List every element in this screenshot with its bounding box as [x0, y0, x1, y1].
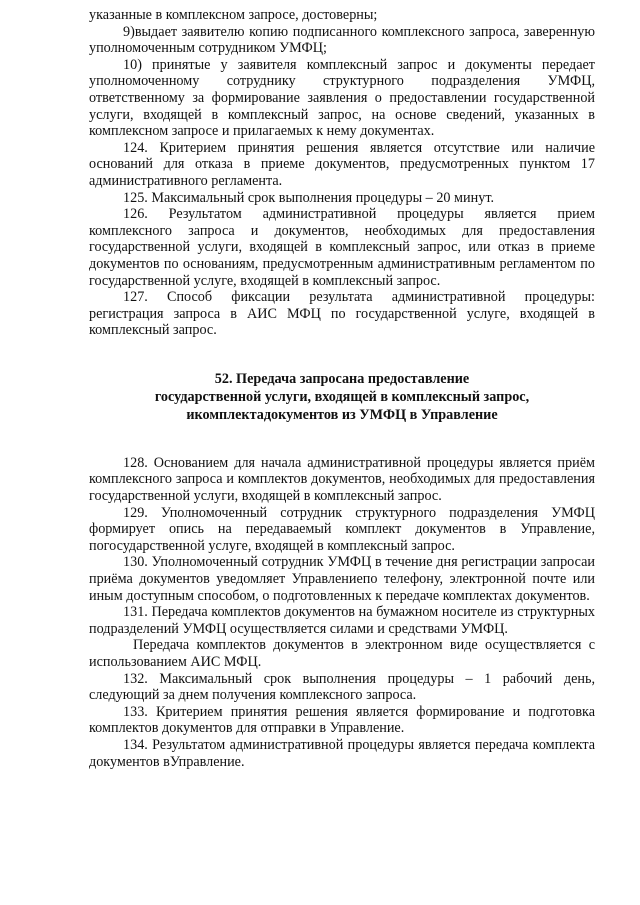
paragraph: 125. Максимальный срок выполнения процедуры – 20 минут.: [123, 189, 494, 206]
paragraph: 127. Способ фиксации результата административной процедуры: регистрация запроса в АИС МФЦ по государственной услуге, входящей в комплексный запрос.: [89, 289, 595, 339]
paragraph: 9)выдает заявителю копию подписанного комплексного запроса, заверенную уполномоченным сотрудником УМФЦ;: [89, 23, 595, 57]
paragraph: 130. Уполномоченный сотрудник УМФЦ в течение дня регистрации запросаи приёма документов уведомляет Управлениепо телефону, электронной почте или иным доступным способом, о подготовленных к передаче комплектах документов.: [89, 554, 595, 604]
paragraph: 129. Уполномоченный сотрудник структурного подразделения УМФЦ формирует опись на передаваемый комплект документов в Управление, погосударственной услуге, входящей в комплексный запрос.: [89, 504, 595, 554]
section-heading: [89, 370, 595, 424]
heading-line: 52. Передача запросана предоставление: [214, 370, 470, 387]
paragraph: 128. Основанием для начала административной процедуры является приём комплексного запроса и комплектов документов, необходимых для предоставления государственной услуги, входящей в комплексный запрос.: [89, 454, 595, 505]
paragraph: указанные в комплексном запросе, достоверны;: [89, 7, 378, 23]
paragraph: 131. Передача комплектов документов на бумажном носителе из структурных подразделений УМФЦ осуществляется силами и средствами УМФЦ.: [89, 604, 595, 637]
paragraph: Передача комплектов документов в электронном виде осуществляется с использованием АИС МФЦ.: [89, 637, 595, 670]
document-page: [89, 7, 595, 770]
heading-line: государственной услуги, входящей в комплексный запрос,: [154, 388, 530, 405]
paragraph: 124. Критерием принятия решения является отсутствие или наличие оснований для отказа в приеме документов, предусмотренных пунктом 17 административного регламента.: [89, 139, 595, 189]
paragraph: 126. Результатом административной процедуры является прием комплексного запроса и документов, необходимых для предоставления государственной услуги, входящей в комплексный запрос, или отказ в приеме документов по основаниям, предусмотренным административным регламентом по государственной услуге, входящей в комплексный запрос.: [89, 206, 595, 289]
paragraph: 10) принятые у заявителя комплексный запрос и документы передает уполномоченному сотруднику структурного подразделения УМФЦ, ответственному за формирование заявления о предоставлении государственной услуги, входящей в комплексный запрос, на основе сведений, указанных в комплексном запросе и прилагаемых к нему документах.: [89, 56, 595, 140]
paragraph: 132. Максимальный срок выполнения процедуры – 1 рабочий день, следующий за днем получения комплексного запроса.: [89, 670, 595, 704]
heading-line: икомплектадокументов из УМФЦ в Управление: [186, 406, 498, 423]
paragraph: 133. Критерием принятия решения является формирование и подготовка комплектов документов для отправки в Управление.: [89, 703, 595, 737]
paragraph: 134. Результатом административной процедуры является передача комплекта документов вУправление.: [89, 736, 595, 770]
